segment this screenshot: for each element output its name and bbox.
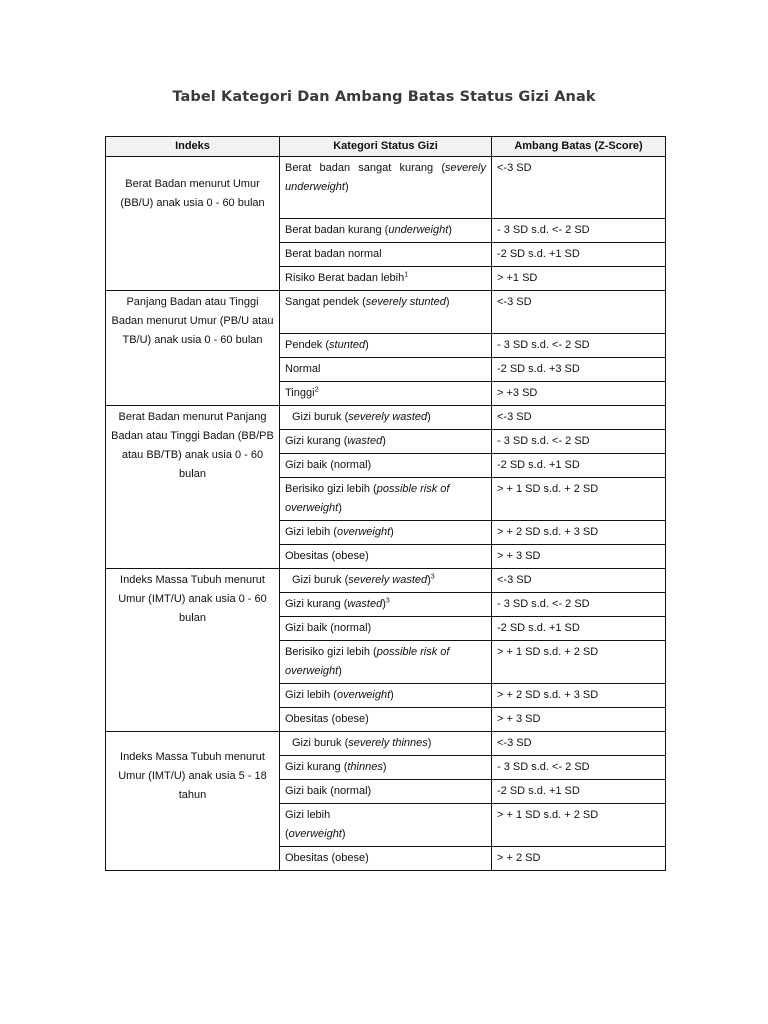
kategori-cell: Gizi baik (normal) (280, 617, 492, 641)
kategori-cell: Risiko Berat badan lebih$^1$ (280, 267, 492, 291)
status-gizi-table (105, 136, 666, 871)
kategori-cell: Obesitas (obese) (280, 708, 492, 732)
ambang-cell: > +1 SD (492, 267, 666, 291)
kategori-cell: Gizi baik (normal) (280, 454, 492, 478)
kategori-cell: Gizi buruk (severely wasted) (280, 406, 492, 430)
ambang-cell: > + 2 SD (492, 847, 666, 871)
ambang-cell: - 3 SD s.d. <- 2 SD (492, 334, 666, 358)
kategori-cell: Gizi lebih (overweight) (280, 521, 492, 545)
kategori-cell: Tinggi$^2$ (280, 382, 492, 406)
ambang-cell: > + 2 SD s.d. + 3 SD (492, 521, 666, 545)
ambang-cell: - 3 SD s.d. <- 2 SD (492, 430, 666, 454)
kategori-cell: Gizi buruk (severely wasted)$^3$ (280, 569, 492, 593)
table-row (106, 406, 666, 430)
kategori-cell: Gizi lebih (overweight) (280, 684, 492, 708)
ambang-cell: - 3 SD s.d. <- 2 SD (492, 593, 666, 617)
kategori-cell: Gizi kurang (wasted) (280, 430, 492, 454)
kategori-cell: Berat badan normal (280, 243, 492, 267)
kategori-cell: Berat badan sangat kurang (severely underweight) (280, 157, 492, 219)
table-header-row (106, 137, 666, 157)
ambang-cell: <-3 SD (492, 291, 666, 334)
ambang-cell: -2 SD s.d. +1 SD (492, 617, 666, 641)
ambang-cell: - 3 SD s.d. <- 2 SD (492, 756, 666, 780)
indeks-cell: Berat Badan menurut Panjang Badan atau Tinggi Badan (BB/PB atau BB/TB) anak usia 0 - 60 bulan (106, 406, 280, 569)
ambang-cell: <-3 SD (492, 406, 666, 430)
header-kategori: Kategori Status Gizi (280, 137, 492, 157)
kategori-cell: Gizi buruk (severely thinnes) (280, 732, 492, 756)
kategori-cell: Gizi kurang (thinnes) (280, 756, 492, 780)
header-indeks: Indeks (106, 137, 280, 157)
indeks-cell: Indeks Massa Tubuh menurut Umur (IMT/U) anak usia 5 - 18 tahun (106, 732, 280, 871)
ambang-cell: <-3 SD (492, 569, 666, 593)
ambang-cell: -2 SD s.d. +1 SD (492, 454, 666, 478)
table-row (106, 291, 666, 334)
ambang-cell: > + 1 SD s.d. + 2 SD (492, 641, 666, 684)
ambang-cell: > +3 SD (492, 382, 666, 406)
kategori-cell: Sangat pendek (severely stunted) (280, 291, 492, 334)
ambang-cell: <-3 SD (492, 157, 666, 219)
kategori-cell: Berat badan kurang (underweight) (280, 219, 492, 243)
table-row (106, 157, 666, 219)
ambang-cell: > + 2 SD s.d. + 3 SD (492, 684, 666, 708)
indeks-cell: Berat Badan menurut Umur (BB/U) anak usia 0 - 60 bulan (106, 157, 280, 291)
indeks-cell: Indeks Massa Tubuh menurut Umur (IMT/U) anak usia 0 - 60 bulan (106, 569, 280, 732)
table-row (106, 732, 666, 756)
ambang-cell: <-3 SD (492, 732, 666, 756)
kategori-cell: Pendek (stunted) (280, 334, 492, 358)
kategori-cell: Obesitas (obese) (280, 847, 492, 871)
kategori-cell: Obesitas (obese) (280, 545, 492, 569)
ambang-cell: > + 1 SD s.d. + 2 SD (492, 804, 666, 847)
ambang-cell: > + 3 SD (492, 545, 666, 569)
kategori-cell: Berisiko gizi lebih (possible risk of overweight) (280, 478, 492, 521)
kategori-cell: Gizi baik (normal) (280, 780, 492, 804)
page-title: Tabel Kategori Dan Ambang Batas Status Gizi Anak (172, 89, 596, 105)
ambang-cell: > + 3 SD (492, 708, 666, 732)
ambang-cell: -2 SD s.d. +1 SD (492, 780, 666, 804)
kategori-cell: Berisiko gizi lebih (possible risk of overweight) (280, 641, 492, 684)
kategori-cell: Gizi kurang (wasted)$^3$ (280, 593, 492, 617)
ambang-cell: - 3 SD s.d. <- 2 SD (492, 219, 666, 243)
kategori-cell: Gizi lebih (overweight) (280, 804, 492, 847)
table-row (106, 569, 666, 593)
ambang-cell: -2 SD s.d. +3 SD (492, 358, 666, 382)
ambang-cell: > + 1 SD s.d. + 2 SD (492, 478, 666, 521)
ambang-cell: -2 SD s.d. +1 SD (492, 243, 666, 267)
indeks-cell: Panjang Badan atau Tinggi Badan menurut Umur (PB/U atau TB/U) anak usia 0 - 60 bulan (106, 291, 280, 406)
kategori-cell: Normal (280, 358, 492, 382)
header-ambang: Ambang Batas (Z-Score) (492, 137, 666, 157)
